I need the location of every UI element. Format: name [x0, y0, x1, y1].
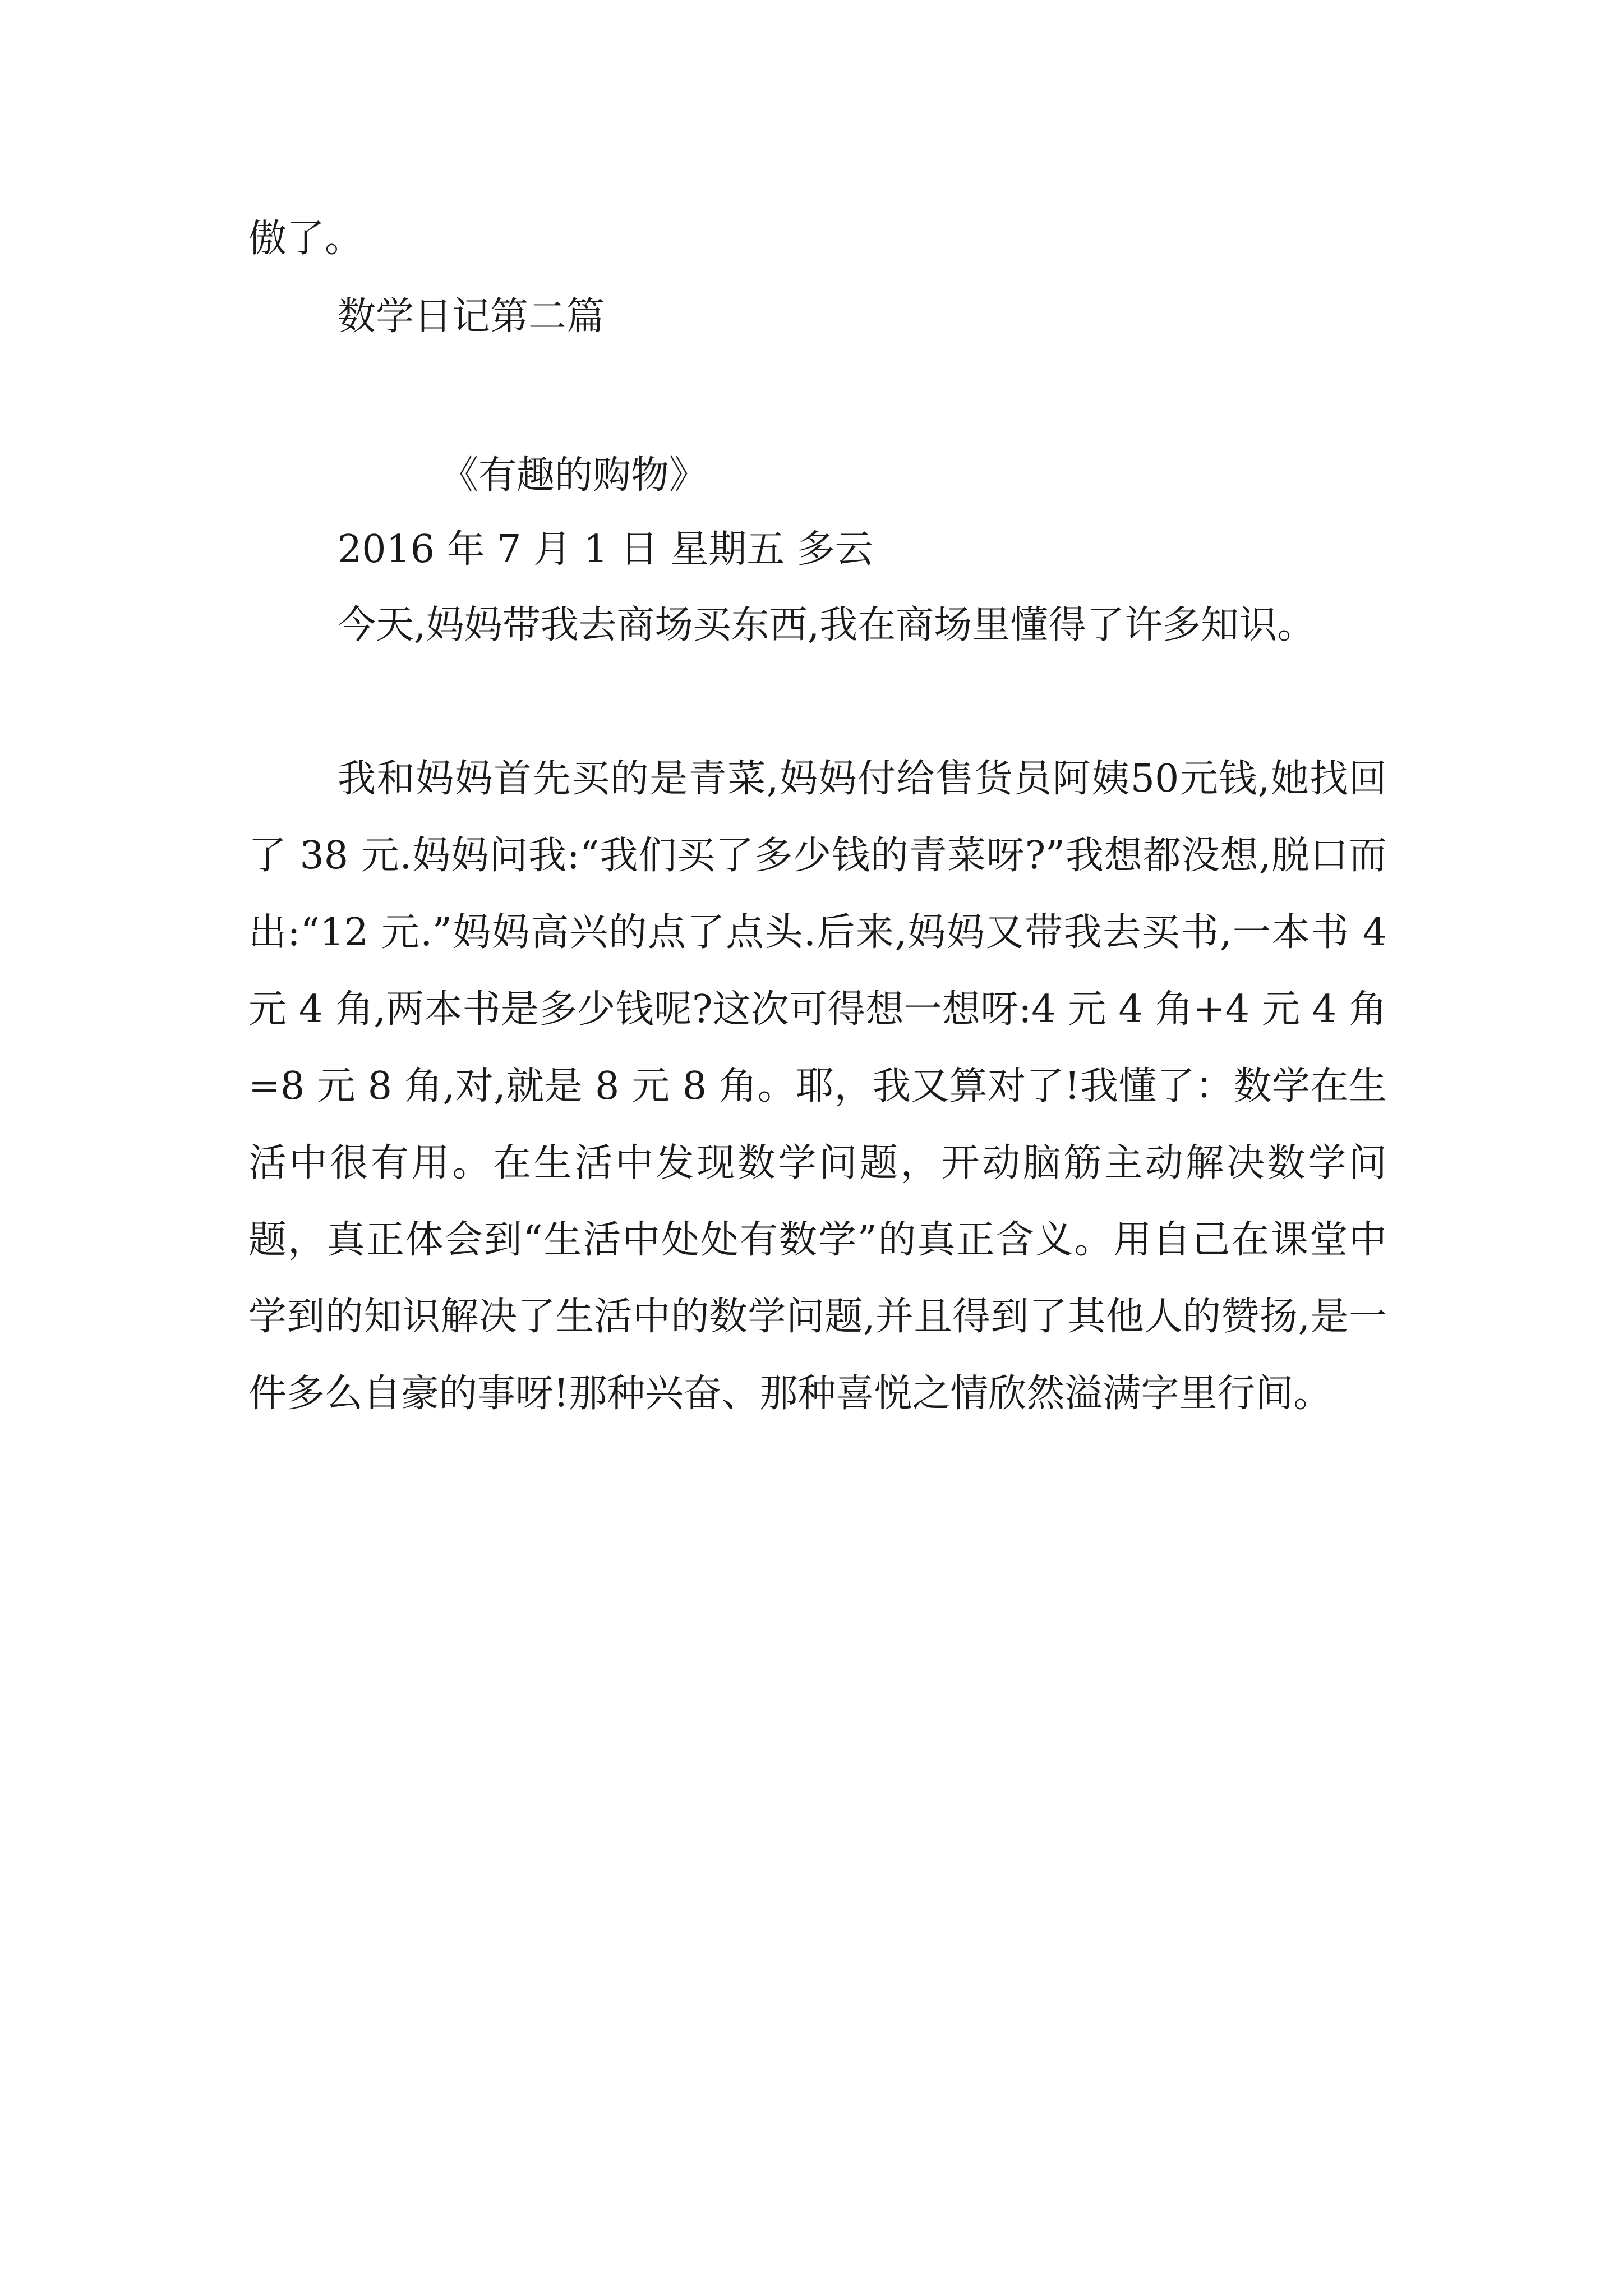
continuation-text: 傲了。 — [248, 217, 363, 261]
section-heading: 数学日记第二篇 — [338, 295, 605, 339]
paragraph-shopping: 我和妈妈首先买的是青菜,妈妈付给售货员阿姨50元钱,她找回了 38 元.妈妈问我:“我们买了多少钱的青菜呀?”我想都没想,脱口而出:“12 元.”妈妈高兴的点了点头.后来,妈妈又带我去买书,一本书 4 元 4 角,两本书是多少钱呢?这次可得想一想呀:4 元 4 角+4 元 4 角=8 元 8 角,对,就是 8 元 8 角。耶，我又算对了!我懂了：数学在生活中很有用。在生活中发现数学问题，开动脑筋主动解决数学问题，真正体会到“生活中处处有数学”的真正含义。用自己在课堂中学到的知识解决了生活中的数学问题,并且得到了其他人的赞扬,是一件多么自豪的事呀!那种兴奋、那种喜悦之情欣然溢满字里行间。 — [248, 757, 1387, 1416]
diary-title: 《有趣的购物》 — [440, 453, 708, 498]
paragraph-intro: 今天,妈妈带我去商场买东西,我在商场里懂得了许多知识。 — [338, 603, 1316, 647]
date-line: 2016 年 7 月 1 日 星期五 多云 — [338, 527, 873, 572]
